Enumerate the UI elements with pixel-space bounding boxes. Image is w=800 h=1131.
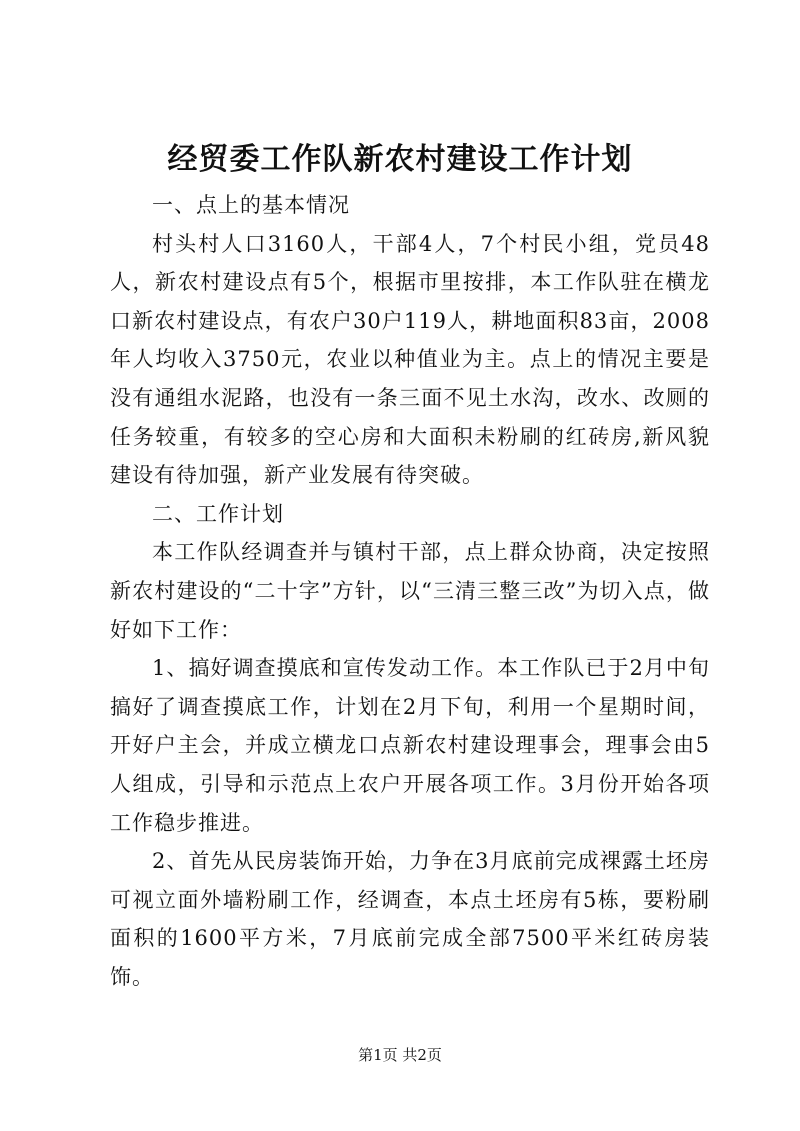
paragraph-plan-item-1: 1、搞好调查摸底和宣传发动工作。本工作队已于2月中旬搞好了调查摸底工作，计划在2月下旬，利用一个星期时间，开好户主会，并成立横龙口点新农村建设理事会，理事会由5人组成，引导和示范点上农户开展各项工作。3月份开始各项工作稳步推进。: [110, 656, 710, 835]
paragraph-plan-item-2: 2、首先从民房装饰开始，力争在3月底前完成裸露土坯房可视立面外墙粉刷工作，经调查，本点土坯房有5栋，要粉刷面积的1600平方米，7月底前完成全部7500平米红砖房装饰。: [110, 849, 710, 989]
section-heading-basic-situation: 一、点上的基本情况: [152, 193, 350, 217]
paragraph-work-plan-intro: 本工作队经调查并与镇村干部，点上群众协商，决定按照新农村建设的“二十字”方针，以“三清三整三改”为切入点，做好如下工作：: [110, 540, 710, 642]
paragraph-basic-situation: 村头村人口3160人，干部4人，7个村民小组，党员48人，新农村建设点有5个，根据市里按排，本工作队驻在横龙口新农村建设点，有农户30户119人，耕地面积83亩，2008年人均收入3750元，农业以种值业为主。点上的情况主要是没有通组水泥路，也没有一条三面不见土水沟，改水、改厕的任务较重，有较多的空心房和大面积未粉刷的红砖房,新风貌建设有待加强，新产业发展有待突破。: [110, 231, 710, 488]
document-title: 经贸委工作队新农村建设工作计划: [167, 142, 633, 177]
page-footer: 第1页 共2页: [358, 1046, 442, 1064]
section-heading-work-plan: 二、工作计划: [152, 501, 284, 526]
document-body: [110, 186, 710, 996]
